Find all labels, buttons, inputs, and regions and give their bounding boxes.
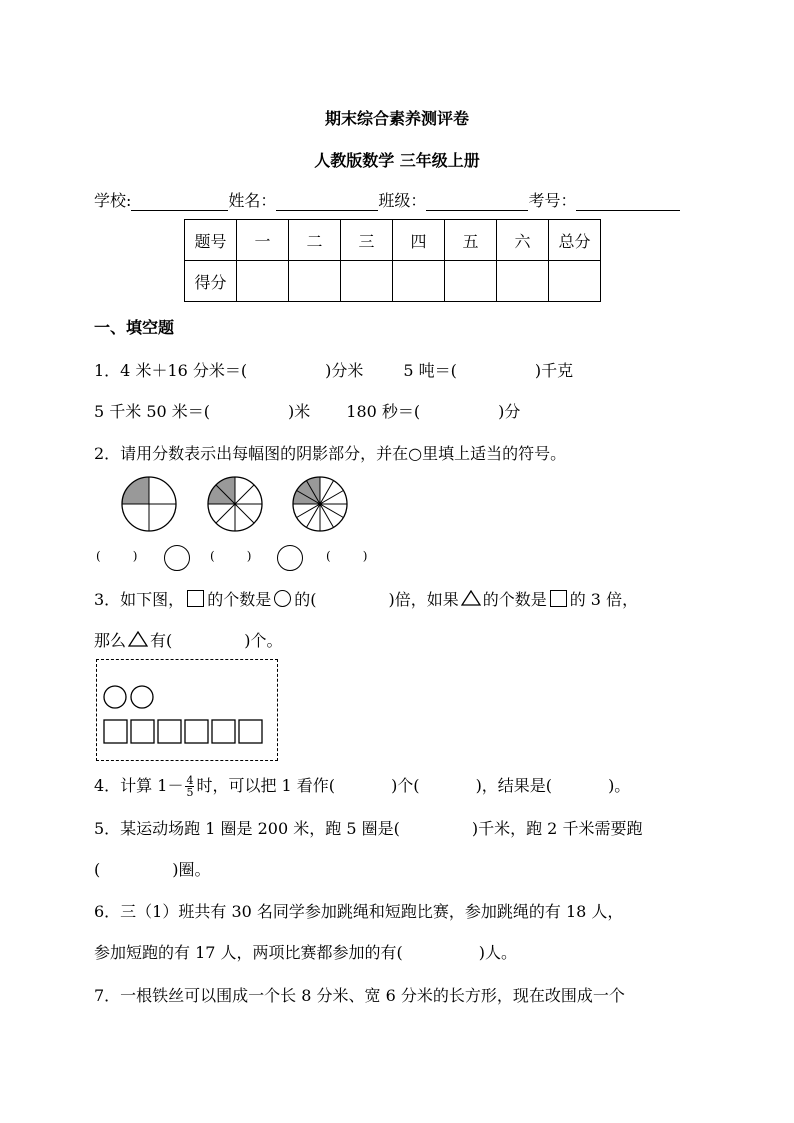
score-header-cell: 五 — [445, 220, 497, 261]
q5-text: )圈。 — [172, 860, 211, 879]
q6-text: )人。 — [478, 943, 518, 962]
square-shape — [185, 720, 208, 743]
score-row — [185, 261, 601, 302]
fraction-circles — [118, 474, 358, 534]
square-shape — [104, 720, 127, 743]
q4-text: )。 — [608, 776, 631, 795]
question-4-text — [94, 773, 630, 798]
q1-text: 1．4 米＋16 分米＝( — [94, 361, 248, 380]
school-label: 学校: — [94, 191, 132, 210]
q3-text: 有( — [150, 631, 173, 650]
q3-text: )倍，如果 — [388, 590, 459, 609]
q5-text: 5．某运动场跑 1 圈是 200 米，跑 5 圈是( — [94, 819, 400, 838]
fraction-denominator: 5 — [186, 786, 194, 799]
triangle-icon — [461, 590, 481, 606]
question-3-line-1 — [94, 587, 638, 610]
question-6-line-2 — [94, 940, 517, 963]
score-header-cell: 三 — [341, 220, 393, 261]
q3-text: 的( — [294, 590, 317, 609]
q3-text: 那么 — [94, 631, 127, 650]
score-cell[interactable] — [497, 261, 549, 302]
fraction — [185, 775, 194, 798]
name-label: 姓名： — [228, 191, 277, 210]
square-shape — [158, 720, 181, 743]
question-7-line-1: 7．一根铁丝可以围成一个长 8 分米、宽 6 分米的长方形，现在改围成一个 — [94, 986, 625, 1005]
question-5-line-1 — [94, 816, 642, 839]
q3-text: )个。 — [244, 631, 283, 650]
score-cell[interactable] — [237, 261, 289, 302]
name-field[interactable] — [276, 191, 378, 211]
score-cell[interactable] — [393, 261, 445, 302]
score-cell[interactable] — [289, 261, 341, 302]
square-shape — [239, 720, 262, 743]
q2-paren-2: ( ) — [210, 549, 252, 563]
compare-circle-1[interactable] — [164, 545, 190, 571]
circle-icon — [274, 590, 291, 607]
q1-text: 5 吨＝( — [403, 361, 457, 380]
fraction-circle — [208, 477, 262, 531]
score-header-cell: 二 — [289, 220, 341, 261]
score-cell[interactable] — [445, 261, 497, 302]
q1-text: 180 秒＝( — [346, 402, 421, 421]
q3-text: 的 3 倍， — [569, 590, 639, 609]
score-header-cell: 题号 — [185, 220, 237, 261]
circle-shape — [104, 686, 126, 708]
score-header-cell: 一 — [237, 220, 289, 261]
score-table — [184, 219, 601, 302]
fraction-circle — [122, 477, 176, 531]
question-1-line-2 — [94, 399, 520, 422]
compare-circle-2[interactable] — [277, 545, 303, 571]
q5-text: ( — [94, 860, 101, 879]
q4-text: 时，可以把 1 看作( — [196, 776, 336, 795]
school-field[interactable] — [131, 191, 228, 211]
score-row-label: 得分 — [185, 261, 237, 302]
score-header-cell: 总分 — [549, 220, 601, 261]
score-header-row — [185, 220, 601, 261]
triangle-icon — [128, 631, 148, 647]
q6-text: 参加短跑的有 17 人，两项比赛都参加的有( — [94, 943, 403, 962]
exam-no-field[interactable] — [576, 191, 680, 211]
square-icon — [187, 590, 204, 607]
square-icon — [550, 590, 567, 607]
score-header-cell: 四 — [393, 220, 445, 261]
q5-text: )千米，跑 2 千米需要跑 — [471, 819, 643, 838]
q1-text: )米 — [288, 402, 311, 421]
fraction-circle — [293, 477, 347, 531]
q4-text: )个( — [391, 776, 420, 795]
score-cell[interactable] — [341, 261, 393, 302]
q1-text: )分米 — [325, 361, 364, 380]
question-5-line-2 — [94, 857, 211, 880]
square-shape — [212, 720, 235, 743]
q1-text: )分 — [498, 402, 521, 421]
question-2-text: 2．请用分数表示出每幅图的阴影部分，并在○里填上适当的符号。 — [94, 444, 567, 463]
q1-text: )千克 — [534, 361, 574, 380]
q3-text: 3．如下图， — [94, 590, 185, 609]
question-6-line-1: 6．三（1）班共有 30 名同学参加跳绳和短跑比赛，参加跳绳的有 18 人， — [94, 902, 624, 921]
score-cell[interactable] — [549, 261, 601, 302]
q2-paren-3: ( ) — [326, 549, 368, 563]
fraction-numerator: 4 — [186, 774, 194, 787]
info-line — [94, 188, 680, 211]
class-label: 班级： — [378, 191, 427, 210]
score-header-cell: 六 — [497, 220, 549, 261]
class-field[interactable] — [426, 191, 528, 211]
exam-no-label: 考号： — [528, 191, 577, 210]
page-title: 期末综合素养测评卷 — [324, 109, 469, 128]
shapes-figure — [103, 684, 273, 748]
q4-text: 4．计算 1－ — [94, 776, 184, 795]
page-subtitle: 人教版数学 三年级上册 — [314, 151, 480, 170]
question-1-line-1 — [94, 358, 573, 381]
q1-text: 5 千米 50 米＝( — [94, 402, 211, 421]
q3-text: 的个数是 — [482, 590, 547, 609]
q4-text: )，结果是( — [475, 776, 553, 795]
circle-shape — [131, 686, 153, 708]
section-title: 一、填空题 — [94, 318, 175, 337]
q2-paren-1: ( ) — [96, 549, 138, 563]
question-3-line-2 — [94, 628, 283, 651]
q3-text: 的个数是 — [207, 590, 272, 609]
square-shape — [131, 720, 154, 743]
